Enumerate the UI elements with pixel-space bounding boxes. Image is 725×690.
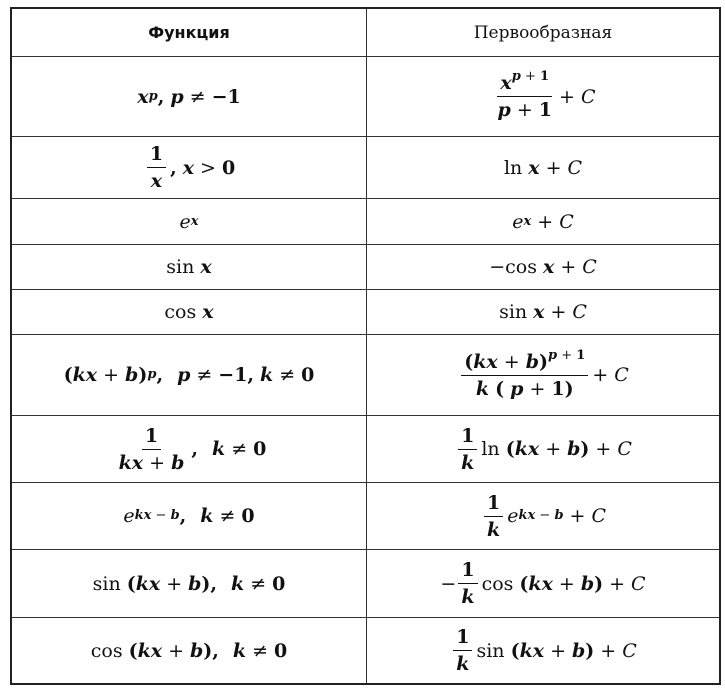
row8-antiderivative: $\frac{1}{k}$ e kx − b + C bbox=[367, 483, 719, 550]
row9-antiderivative: − $\frac{1}{k}$ cos ( k x + b ) + C bbox=[367, 550, 719, 618]
row10-function: cos ( k x + b ) , k ≠ 0 bbox=[12, 618, 367, 683]
row4-antiderivative: − cos x + C bbox=[367, 245, 719, 290]
fraction: $\frac{1}{k}$ bbox=[458, 425, 477, 474]
antiderivative-table bbox=[10, 7, 721, 685]
row3-function: e x bbox=[12, 199, 367, 245]
row1-function: x p , p ≠ −1 bbox=[12, 57, 367, 137]
row5-function: cos x bbox=[12, 290, 367, 335]
row4-function: sin x bbox=[12, 245, 367, 290]
row7-antiderivative: $\frac{1}{k}$ ln ( k x + b ) + C bbox=[367, 416, 719, 483]
row6-function: ( k x + b ) p , p ≠ −1 , k ≠ 0 bbox=[12, 335, 367, 416]
row9-function: sin ( k x + b ) , k ≠ 0 bbox=[12, 550, 367, 618]
fraction: $\frac{(kx + b)^{p + 1}}{k ( p + 1)}$ bbox=[461, 351, 588, 400]
fraction: $\frac{1}{k}$ bbox=[458, 559, 477, 608]
row8-function: e kx − b , k ≠ 0 bbox=[12, 483, 367, 550]
header-function: Функция bbox=[12, 9, 367, 57]
fraction: $\frac{1}{k}$ bbox=[453, 626, 472, 675]
row3-antiderivative: e x + C bbox=[367, 199, 719, 245]
fraction: $\frac{x^{p + 1}}{p + 1}$ bbox=[497, 69, 553, 121]
row7-function: $\frac{1}{kx + b}$ , k ≠ 0 bbox=[12, 416, 367, 483]
fraction: $\frac{1}{kx + b}$ bbox=[118, 424, 185, 474]
row2-antiderivative: ln x + C bbox=[367, 137, 719, 199]
row2-function: $\frac{1}{x}$ , x > 0 bbox=[12, 137, 367, 199]
row5-antiderivative: sin x + C bbox=[367, 290, 719, 335]
header-antiderivative: Первообразная bbox=[367, 9, 719, 57]
row10-antiderivative: $\frac{1}{k}$ sin ( k x + b ) + C bbox=[367, 618, 719, 683]
fraction: $\frac{1}{k}$ bbox=[484, 492, 503, 541]
fraction: $\frac{1}{x}$ bbox=[147, 143, 166, 192]
row1-antiderivative: $\frac{x^{p + 1}}{p + 1}$ + C bbox=[367, 57, 719, 137]
row6-antiderivative: $\frac{(kx + b)^{p + 1}}{k ( p + 1)}$ + C bbox=[367, 335, 719, 416]
